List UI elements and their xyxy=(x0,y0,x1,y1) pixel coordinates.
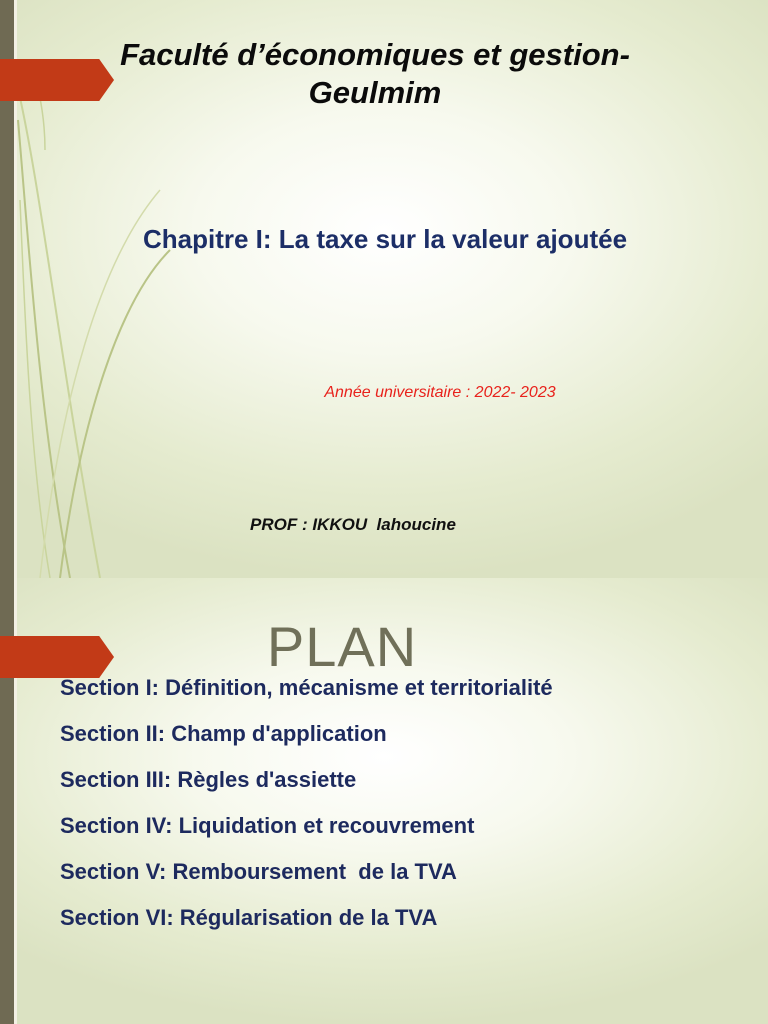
plan-slide xyxy=(0,578,768,1024)
section-item: Section VI: Régularisation de la TVA xyxy=(60,905,438,930)
plan-title: PLAN xyxy=(266,615,418,678)
faculty-title xyxy=(30,36,720,112)
section-list xyxy=(60,673,553,949)
professor-name: PROF : IKKOU lahoucine xyxy=(250,515,456,534)
section-item: Section II: Champ d'application xyxy=(60,721,387,746)
chapter-title: Chapitre I: La taxe sur la valeur ajoutée xyxy=(142,224,628,254)
academic-year: Année universitaire : 2022- 2023 xyxy=(324,384,556,401)
section-item: Section IV: Liquidation et recouvrement xyxy=(60,813,475,838)
section-item: Section III: Règles d'assiette xyxy=(60,767,357,792)
section-item: Section V: Remboursement de la TVA xyxy=(60,859,457,884)
faculty-title-line2: Geulmim xyxy=(308,75,442,111)
section-item: Section I: Définition, mécanisme et territorialité xyxy=(60,675,553,700)
faculty-title-line1: Faculté d’économiques et gestion- xyxy=(120,37,630,72)
